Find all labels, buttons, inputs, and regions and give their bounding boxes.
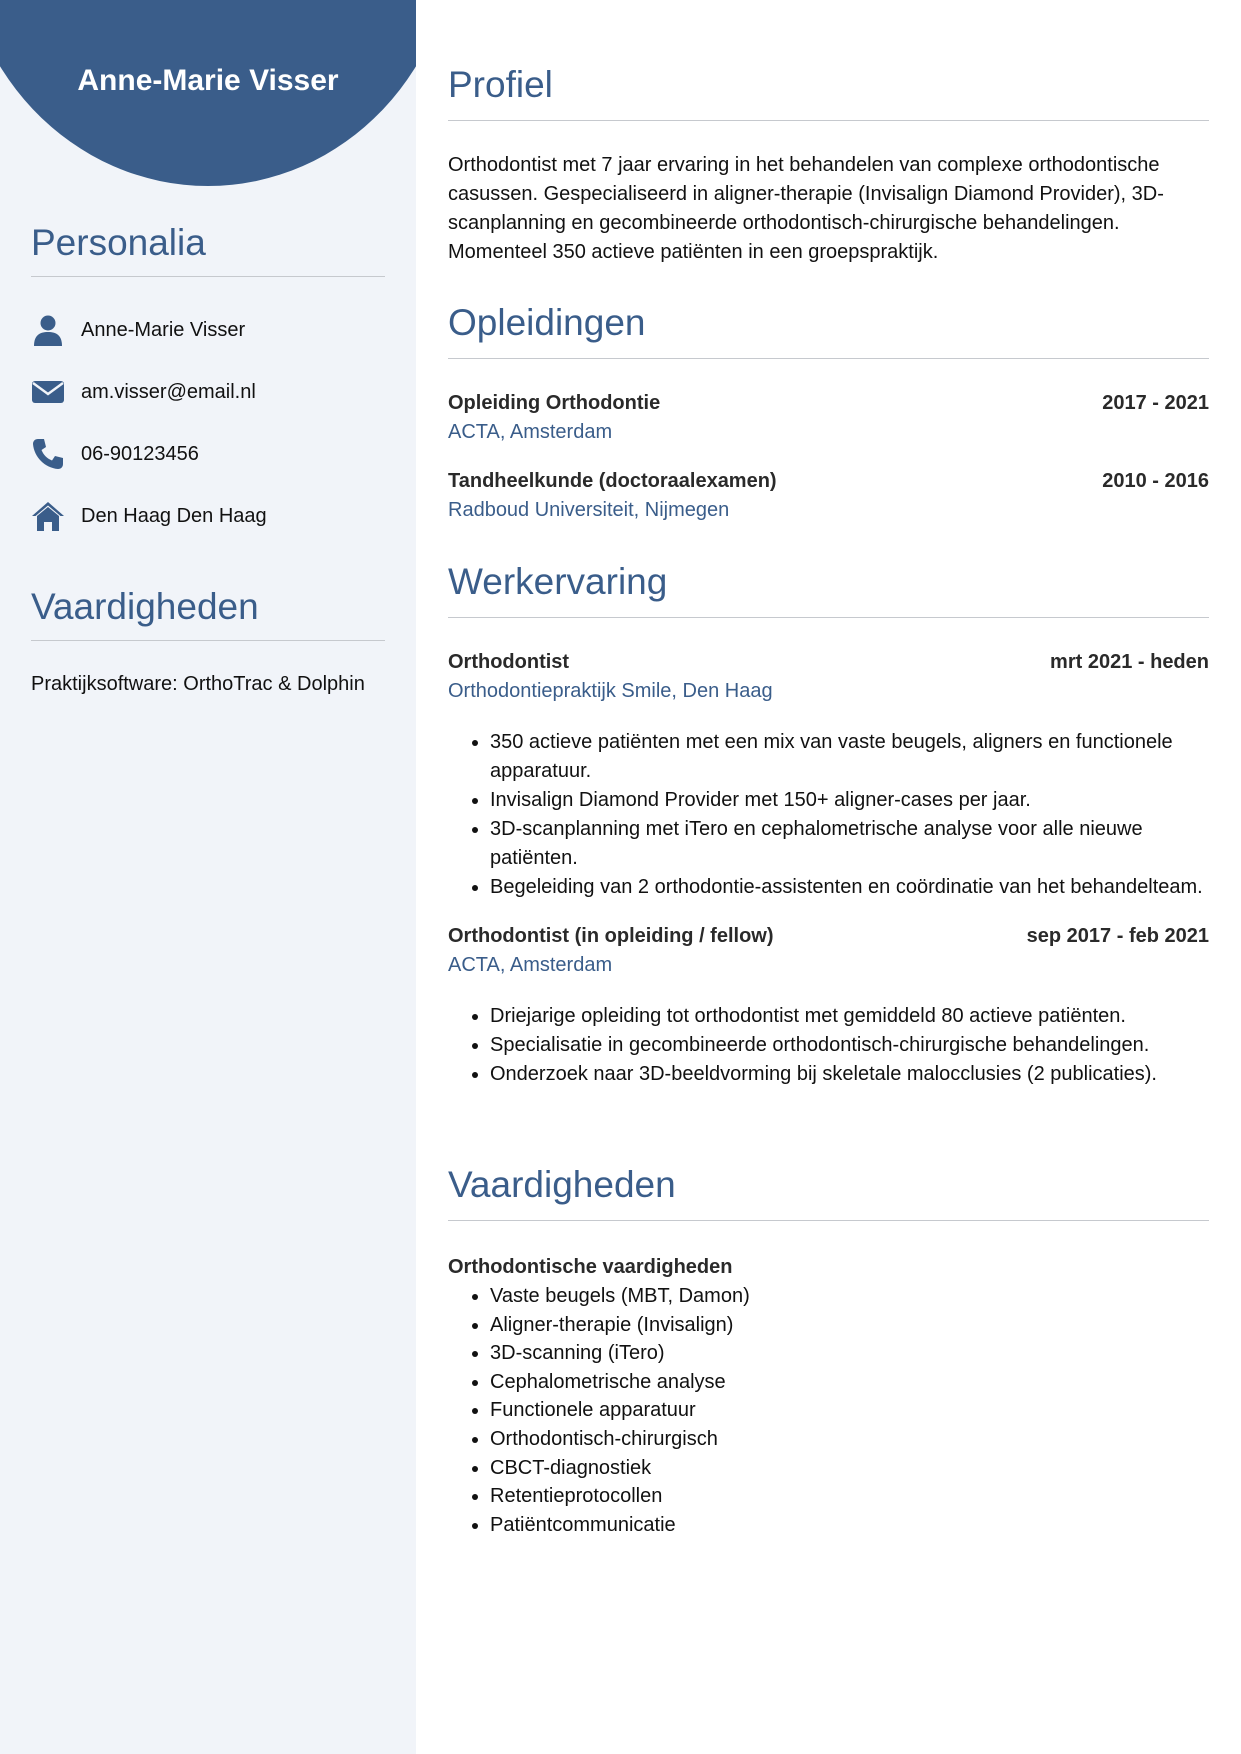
experience-employer: Orthodontiepraktijk Smile, Den Haag xyxy=(448,680,773,702)
contact-phone-text[interactable]: 06-90123456 xyxy=(81,442,199,465)
profile-section xyxy=(448,64,1209,267)
experience-period: sep 2017 - feb 2021 xyxy=(1026,925,1209,947)
education-period: 2010 - 2016 xyxy=(1102,470,1209,492)
skill-item: • Orthodontisch-chirurgisch xyxy=(490,1425,1209,1454)
experience-bullet: • 3D-scanplanning met iTero en cephalometrische analyse voor alle nieuwe patiënten. xyxy=(490,815,1209,873)
name-banner xyxy=(0,0,416,200)
user-icon xyxy=(31,313,65,347)
sidebar xyxy=(0,0,416,1754)
experience-entry xyxy=(448,648,1209,902)
education-institution: ACTA, Amsterdam xyxy=(448,421,613,443)
experience-role: Orthodontist (in opleiding / fellow) xyxy=(448,925,774,947)
skill-item: • Retentieprotocollen xyxy=(490,1482,1209,1511)
education-period: 2017 - 2021 xyxy=(1102,392,1209,414)
experience-period: mrt 2021 - heden xyxy=(1050,651,1209,673)
sidebar-skills-title: Vaardigheden xyxy=(31,586,385,641)
experience-bullet: • Specialisatie in gecombineerde orthodontisch-chirurgische behandelingen. xyxy=(490,1031,1209,1060)
education-section xyxy=(448,302,1209,525)
skill-item: • Functionele apparatuur xyxy=(490,1396,1209,1425)
contact-item-email xyxy=(31,361,385,423)
skill-item: • 3D-scanning (iTero) xyxy=(490,1339,1209,1368)
experience-bullet: • Onderzoek naar 3D-beeldvorming bij skeletale malocclusies (2 publicaties). xyxy=(490,1060,1209,1089)
contact-item-name xyxy=(31,299,385,361)
personalia-section xyxy=(31,222,385,547)
home-icon xyxy=(31,499,65,533)
education-title: Opleidingen xyxy=(448,302,1209,359)
contact-item-address xyxy=(31,485,385,547)
contact-address-text: Den Haag Den Haag xyxy=(81,504,267,527)
envelope-icon xyxy=(31,375,65,409)
education-degree: Tandheelkunde (doctoraalexamen) xyxy=(448,470,777,492)
phone-icon xyxy=(31,437,65,471)
education-entry xyxy=(448,389,1209,447)
profile-text: Orthodontist met 7 jaar ervaring in het behandelen van complexe orthodontische casussen. Gespecialiseerd in aligner-therapie (Invisalign Diamond Provider), 3D-scanplanning en gecombineerde orthodontisch-chirurgische behandelingen. Momenteel 350 actieve patiënten in een groepspraktijk. xyxy=(448,154,1164,263)
experience-title: Werkervaring xyxy=(448,561,1209,618)
skill-item: • Aligner-therapie (Invisalign) xyxy=(490,1311,1209,1340)
profile-title: Profiel xyxy=(448,64,1209,121)
sidebar-skills-text: Praktijksoftware: OrthoTrac & Dolphin xyxy=(31,673,365,695)
experience-bullet: • Invisalign Diamond Provider met 150+ aligner-cases per jaar. xyxy=(490,786,1209,815)
skills-category: Orthodontische vaardigheden xyxy=(448,1256,733,1278)
experience-employer: ACTA, Amsterdam xyxy=(448,954,613,976)
skills-section xyxy=(448,1164,1209,1539)
skill-item: • CBCT-diagnostiek xyxy=(490,1454,1209,1483)
skills-list xyxy=(448,1282,1209,1539)
contact-item-phone xyxy=(31,423,385,485)
experience-section xyxy=(448,561,1209,1089)
contact-name-text: Anne-Marie Visser xyxy=(81,318,246,341)
experience-bullet: • Begeleiding van 2 orthodontie-assistenten en coördinatie van het behandelteam. xyxy=(490,873,1209,902)
experience-bullets xyxy=(448,728,1209,902)
experience-bullets xyxy=(448,1002,1209,1089)
sidebar-skills-section xyxy=(31,586,385,696)
experience-bullet: • Driejarige opleiding tot orthodontist met gemiddeld 80 actieve patiënten. xyxy=(490,1002,1209,1031)
skills-title: Vaardigheden xyxy=(448,1164,1209,1221)
candidate-name: Anne-Marie Visser xyxy=(77,64,339,97)
contact-email-text[interactable]: am.visser@email.nl xyxy=(81,380,256,403)
experience-bullet: • 350 actieve patiënten met een mix van vaste beugels, aligners en functionele apparatuur. xyxy=(490,728,1209,786)
education-degree: Opleiding Orthodontie xyxy=(448,392,661,414)
skill-item: • Vaste beugels (MBT, Damon) xyxy=(490,1282,1209,1311)
experience-role: Orthodontist xyxy=(448,651,570,673)
skill-item: • Cephalometrische analyse xyxy=(490,1368,1209,1397)
personalia-title: Personalia xyxy=(31,222,385,277)
skill-item: • Patiëntcommunicatie xyxy=(490,1511,1209,1540)
education-institution: Radboud Universiteit, Nijmegen xyxy=(448,499,730,521)
experience-entry xyxy=(448,922,1209,1089)
contact-list xyxy=(31,299,385,547)
education-entry xyxy=(448,467,1209,525)
